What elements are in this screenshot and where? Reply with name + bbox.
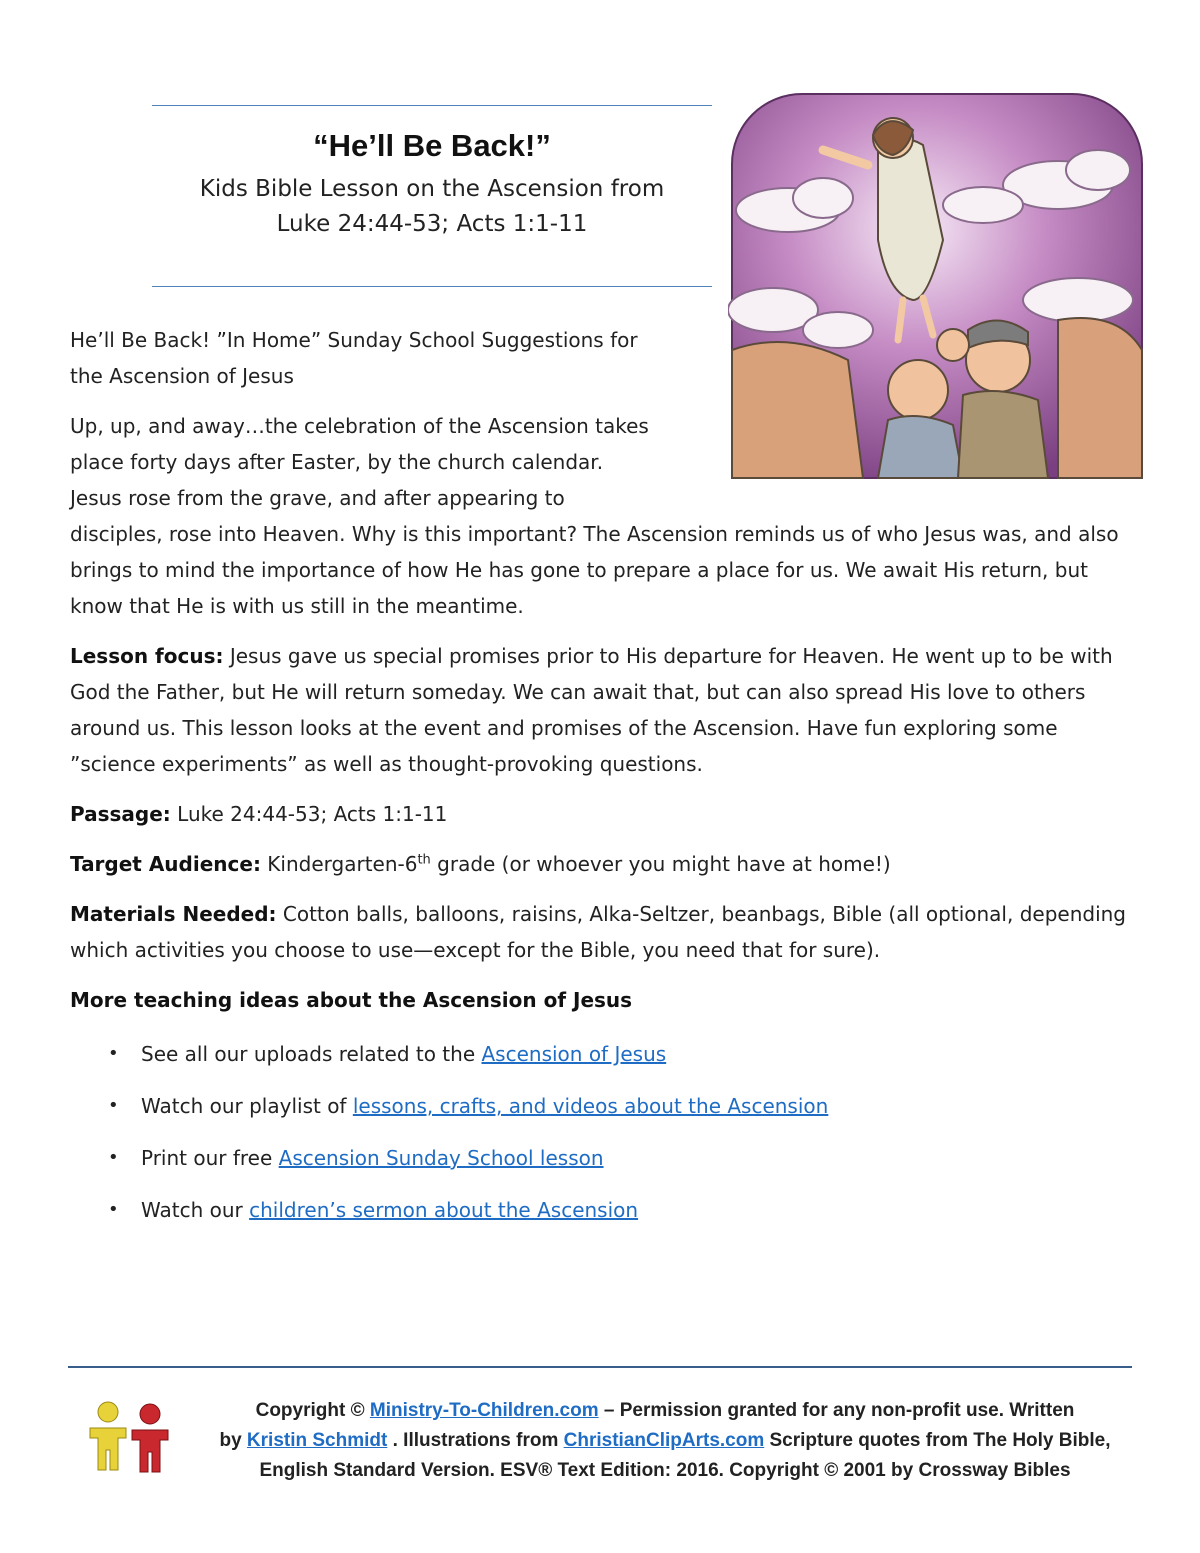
- more-ideas-heading: More teaching ideas about the Ascension of Jesus: [70, 988, 633, 1012]
- link-childrens-sermon[interactable]: children’s sermon about the Ascension: [249, 1198, 639, 1222]
- passage-label: Passage:: [70, 802, 171, 826]
- target-audience: Target Audience: Kindergarten-6th grade (or whoever you might have at home!): [70, 852, 891, 876]
- list-item: • Watch our playlist of lessons, crafts, and videos about the Ascension: [70, 1080, 1130, 1132]
- list-item: • Print our free Ascension Sunday School lesson: [70, 1132, 1130, 1184]
- subtitle-line-2: Luke 24:44-53; Acts 1:1-11: [276, 211, 588, 237]
- lesson-focus-label: Lesson focus:: [70, 644, 224, 668]
- footer-credits: [190, 1396, 1140, 1486]
- bullet: •: [108, 1095, 119, 1116]
- lesson-body: [70, 322, 1130, 1236]
- more-ideas-list: [70, 1028, 1130, 1236]
- paper-people-logo-icon: [76, 1398, 186, 1476]
- materials-text: Cotton balls, balloons, raisins, Alka-Seltzer, beanbags, Bible (all optional, depending which activities you choose to use—except for the Bible, you need that for sure).: [70, 902, 1126, 962]
- link-playlist[interactable]: lessons, crafts, and videos about the Ascension: [352, 1094, 829, 1118]
- lesson-focus: [70, 638, 1130, 782]
- lesson-focus-text: Jesus gave us special promises prior to His departure for Heaven. He went up to be with God the Father, but He will return someday. We can await that, but can also spread His love to others around us. This lesson looks at the event and promises of the Ascension. Have fun exploring some ”science experiments” as well as thought-provoking questions.: [70, 644, 1113, 776]
- link-ascension-of-jesus[interactable]: Ascension of Jesus: [481, 1042, 667, 1066]
- footer-line-1: Copyright © Ministry-To-Children.com – Permission granted for any non-profit use. Written: [255, 1400, 1075, 1421]
- materials-needed: [70, 896, 1130, 968]
- footer-line-3: English Standard Version. ESV® Text Edition: 2016. Copyright © 2001 by Crossway Bibles: [259, 1460, 1071, 1481]
- title-top-rule: [152, 105, 712, 106]
- bullet: •: [108, 1147, 119, 1168]
- author-link[interactable]: Kristin Schmidt: [246, 1430, 388, 1451]
- bullet: •: [108, 1043, 119, 1064]
- page-title: “He’ll Be Back!”: [313, 128, 551, 163]
- passage-text: Luke 24:44-53; Acts 1:1-11: [170, 802, 448, 826]
- footer-rule: [68, 1366, 1132, 1368]
- footer-line-2: by Kristin Schmidt . Illustrations from ChristianClipArts.com Scripture quotes from The Holy Bible,: [219, 1430, 1111, 1451]
- subtitle-line-1: Kids Bible Lesson on the Ascension from: [199, 176, 665, 202]
- list-item: • Watch our children’s sermon about the Ascension: [70, 1184, 1130, 1236]
- christian-cliparts-link[interactable]: ChristianClipArts.com: [563, 1430, 765, 1451]
- bullet: •: [108, 1199, 119, 1220]
- ministry-to-children-link[interactable]: Ministry-To-Children.com: [369, 1400, 599, 1421]
- intro-heading: He’ll Be Back! ”In Home” Sunday School Suggestions for the Ascension of Jesus: [70, 328, 638, 388]
- list-item: • See all our uploads related to the Ascension of Jesus: [70, 1028, 1130, 1080]
- materials-label: Materials Needed:: [70, 902, 277, 926]
- page-subtitle: [152, 172, 712, 242]
- link-sunday-school-lesson[interactable]: Ascension Sunday School lesson: [278, 1146, 604, 1170]
- intro-paragraph: Up, up, and away…the celebration of the Ascension takes place forty days after Easter, by the church calendar. Jesus rose from the grave, and after appearing to disciples, rose into Heaven. Why is this important? The Ascension reminds us of who Jesus was, and also brings to mind the importance of how He has gone to prepare a place for us. We await His return, but know that He is with us still in the meantime.: [70, 414, 1119, 618]
- audience-label: Target Audience:: [70, 852, 261, 876]
- passage: [70, 796, 1130, 832]
- title-block: [152, 128, 712, 242]
- title-bottom-rule: [152, 286, 712, 287]
